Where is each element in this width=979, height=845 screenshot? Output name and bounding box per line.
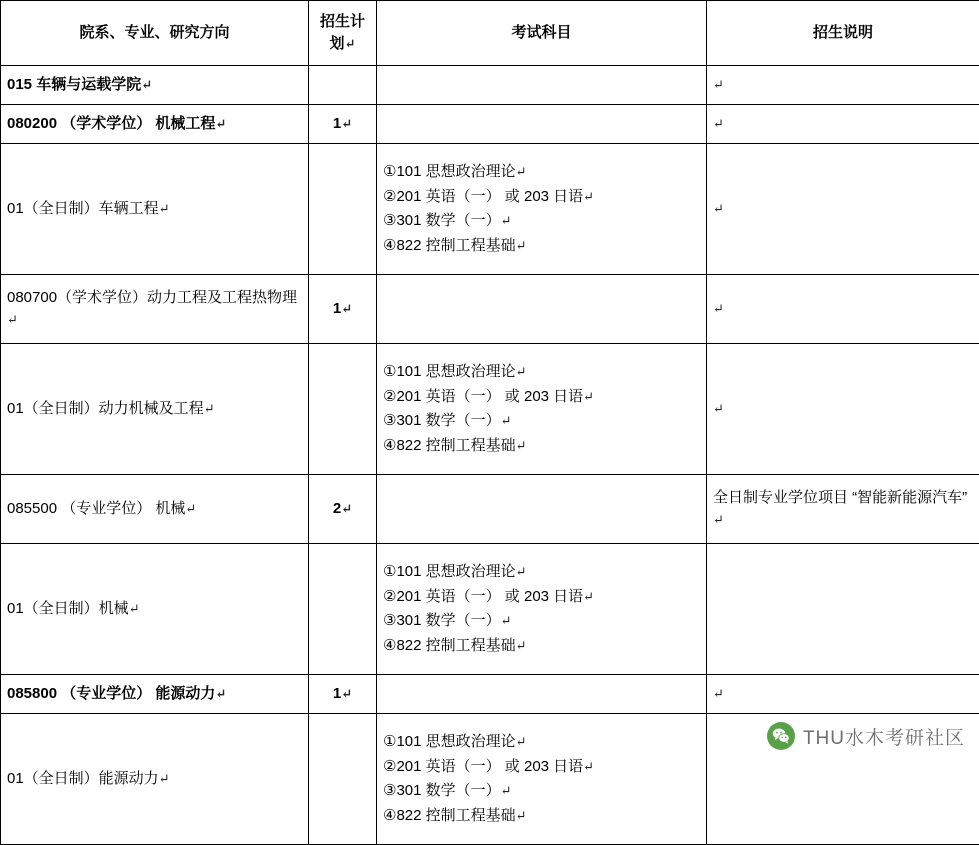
program-text: 080700（学术学位）动力工程及工程热物理 xyxy=(7,289,297,306)
subject-line: ④822 控制工程基础↵ xyxy=(383,234,700,259)
program-text: 085500 （专业学位） 机械 xyxy=(7,500,185,517)
pilcrow-mark: ↵ xyxy=(129,601,140,616)
cell-plan xyxy=(309,544,377,675)
cell-program xyxy=(1,144,309,275)
plan-text: 1 xyxy=(333,300,341,317)
subject-line: ②201 英语（一） 或 203 日语↵ xyxy=(383,185,700,210)
pilcrow-mark: ↵ xyxy=(345,36,356,51)
plan-text: 1 xyxy=(333,115,341,132)
watermark-text: THU水木考研社区 xyxy=(803,723,965,750)
subject-line: ②201 英语（一） 或 203 日语↵ xyxy=(383,585,700,610)
header-notes xyxy=(707,1,979,66)
cell-program xyxy=(1,275,309,344)
cell-plan xyxy=(309,275,377,344)
table-row xyxy=(1,275,979,344)
cell-notes xyxy=(707,144,979,275)
table-row xyxy=(1,475,979,544)
subject-line: ①101 思想政治理论↵ xyxy=(383,360,700,385)
subject-line: ④822 控制工程基础↵ xyxy=(383,804,700,829)
cell-plan xyxy=(309,144,377,275)
cell-plan xyxy=(309,344,377,475)
pilcrow-mark: ↵ xyxy=(185,501,196,516)
cell-program xyxy=(1,66,309,105)
subject-line: ③301 数学（一）↵ xyxy=(383,209,700,234)
subject-line: ③301 数学（一）↵ xyxy=(383,409,700,434)
header-plan-line1: 招生计 xyxy=(315,11,370,34)
cell-notes xyxy=(707,475,979,544)
subject-line: ③301 数学（一）↵ xyxy=(383,779,700,804)
table-row xyxy=(1,105,979,144)
cell-subjects xyxy=(377,475,707,544)
cell-notes xyxy=(707,544,979,675)
cell-subjects xyxy=(377,144,707,275)
pilcrow-mark: ↵ xyxy=(7,312,18,327)
cell-subjects xyxy=(377,544,707,675)
cell-subjects xyxy=(377,105,707,144)
header-program xyxy=(1,1,309,66)
cell-plan xyxy=(309,66,377,105)
subject-line: ①101 思想政治理论↵ xyxy=(383,730,700,755)
pilcrow-mark: ↵ xyxy=(713,201,724,216)
cell-notes xyxy=(707,66,979,105)
cell-plan xyxy=(309,675,377,714)
pilcrow-mark: ↵ xyxy=(713,301,724,316)
cell-plan xyxy=(309,475,377,544)
pilcrow-mark: ↵ xyxy=(215,116,226,131)
program-text: 085800 （专业学位） 能源动力 xyxy=(7,685,215,702)
cell-plan xyxy=(309,105,377,144)
cell-program xyxy=(1,475,309,544)
cell-notes xyxy=(707,675,979,714)
table-header-row xyxy=(1,1,979,66)
table-row xyxy=(1,675,979,714)
subject-line: ②201 英语（一） 或 203 日语↵ xyxy=(383,385,700,410)
cell-program xyxy=(1,344,309,475)
subject-line: ②201 英语（一） 或 203 日语↵ xyxy=(383,755,700,780)
cell-program xyxy=(1,714,309,845)
notes-text: 全日制专业学位项目 “智能新能源汽车” xyxy=(713,487,973,510)
header-plan-line2: 划↵ xyxy=(315,33,370,56)
pilcrow-mark: ↵ xyxy=(713,116,724,131)
subject-line: ①101 思想政治理论↵ xyxy=(383,160,700,185)
cell-notes xyxy=(707,714,979,845)
header-subjects xyxy=(377,1,707,66)
pilcrow-mark: ↵ xyxy=(713,686,724,701)
subject-line: ③301 数学（一）↵ xyxy=(383,609,700,634)
table-row xyxy=(1,344,979,475)
table-row xyxy=(1,66,979,105)
cell-notes xyxy=(707,275,979,344)
pilcrow-mark: ↵ xyxy=(713,512,724,527)
program-text: 01（全日制）车辆工程 xyxy=(7,200,159,217)
pilcrow-mark: ↵ xyxy=(204,401,215,416)
subject-line: ④822 控制工程基础↵ xyxy=(383,434,700,459)
plan-text: 2 xyxy=(333,500,341,517)
subject-line: ①101 思想政治理论↵ xyxy=(383,560,700,585)
pilcrow-mark: ↵ xyxy=(341,301,352,316)
cell-program xyxy=(1,675,309,714)
cell-subjects xyxy=(377,714,707,845)
header-program-label: 院系、专业、研究方向 xyxy=(7,22,302,45)
cell-subjects xyxy=(377,66,707,105)
header-notes-label: 招生说明 xyxy=(713,22,973,45)
cell-subjects xyxy=(377,675,707,714)
program-text: 01（全日制）机械 xyxy=(7,600,129,617)
table-body xyxy=(1,66,979,845)
program-text: 015 车辆与运载学院 xyxy=(7,76,141,93)
cell-plan xyxy=(309,714,377,845)
table-header xyxy=(1,1,979,66)
subject-line: ④822 控制工程基础↵ xyxy=(383,634,700,659)
pilcrow-mark: ↵ xyxy=(341,501,352,516)
cell-subjects xyxy=(377,275,707,344)
program-text: 01（全日制）能源动力 xyxy=(7,770,159,787)
header-plan xyxy=(309,1,377,66)
table-row xyxy=(1,144,979,275)
cell-subjects xyxy=(377,344,707,475)
plan-text: 1 xyxy=(333,685,341,702)
pilcrow-mark: ↵ xyxy=(341,686,352,701)
program-text: 01（全日制）动力机械及工程 xyxy=(7,400,204,417)
pilcrow-mark: ↵ xyxy=(713,77,724,92)
cell-notes xyxy=(707,344,979,475)
table-row xyxy=(1,544,979,675)
pilcrow-mark: ↵ xyxy=(159,771,170,786)
pilcrow-mark: ↵ xyxy=(215,686,226,701)
cell-program xyxy=(1,544,309,675)
pilcrow-mark: ↵ xyxy=(341,116,352,131)
cell-notes xyxy=(707,105,979,144)
cell-program xyxy=(1,105,309,144)
table-row xyxy=(1,714,979,845)
pilcrow-mark: ↵ xyxy=(159,201,170,216)
pilcrow-mark: ↵ xyxy=(713,401,724,416)
header-subjects-label: 考试科目 xyxy=(383,22,700,45)
program-text: 080200 （学术学位） 机械工程 xyxy=(7,115,215,132)
pilcrow-mark: ↵ xyxy=(141,77,152,92)
